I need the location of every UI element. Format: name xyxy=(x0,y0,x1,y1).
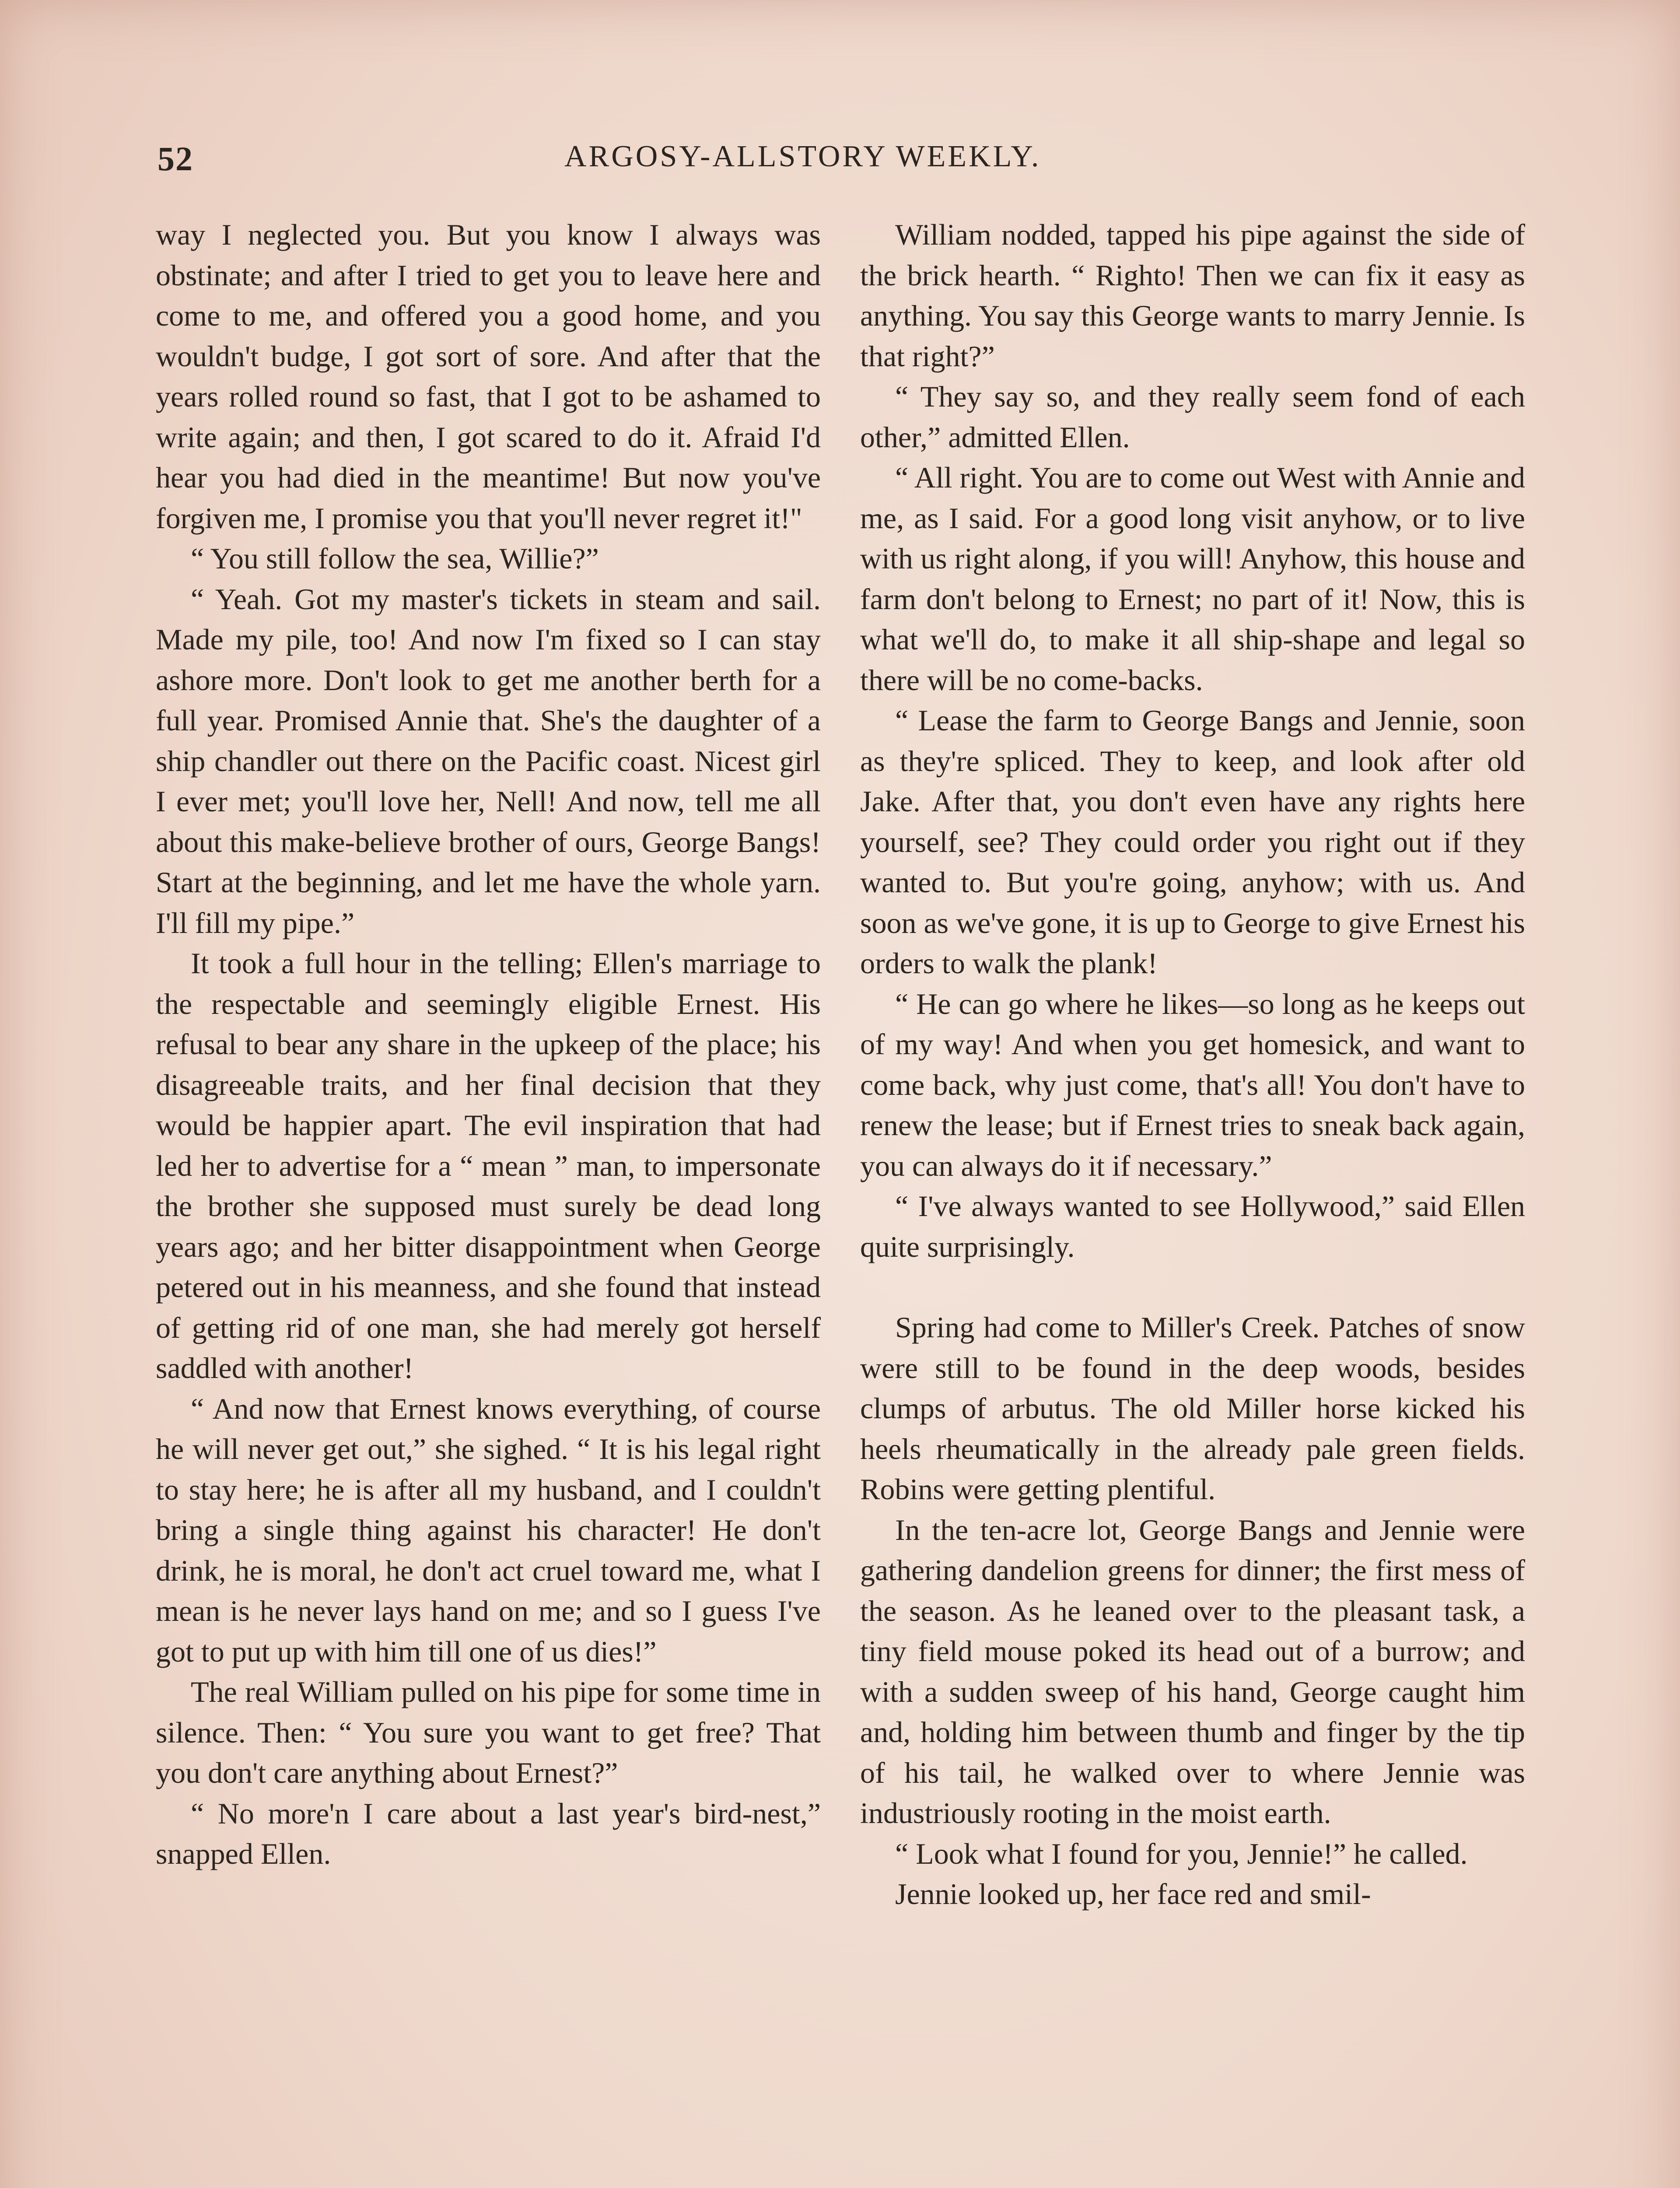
section-break xyxy=(860,1267,1525,1307)
paragraph: It took a full hour in the telling; Ellen's marriage to the respectable and seemingly eligible Ernest. His refusal to bear any share in the upkeep of the place; his disagreeable traits, and her final decision that they would be happier apart. The evil inspiration that had led her to advertise for a “ mean ” man, to impersonate the brother she supposed must surely be dead long years ago; and her bitter disappointment when George petered out in his meanness, and she found that instead of getting rid of one man, she had merely got herself saddled with another! xyxy=(156,947,821,1385)
paragraph: William nodded, tapped his pipe against the side of the brick hearth. “ Righto! Then we can fix it easy as anything. You say this George wants to marry Jennie. Is that right?” xyxy=(860,218,1525,373)
paragraph: “ Lease the farm to George Bangs and Jennie, soon as they're spliced. They to keep, and look after old Jake. After that, you don't even have any rights here yourself, see? They could order you right out if they wanted to. But you're going, anyhow; with us. And soon as we've gone, it is up to George to give Ernest his orders to walk the plank! xyxy=(860,704,1525,980)
running-title: ARGOSY-ALLSTORY WEEKLY. xyxy=(564,140,1041,173)
paragraph: way I neglected you. But you know I always was obstinate; and after I tried to get you to leave here and come to me, and offered you a good home, and you wouldn't budge, I got sort of sore. And after that the years rolled round so fast, that I got to be ashamed to write again; and then, I got scared to do it. Afraid I'd hear you had died in the meantime! But now you've forgiven me, I promise you that you'll never regret it!" xyxy=(156,218,821,535)
paragraph: Jennie looked up, her face red and smil- xyxy=(895,1877,1371,1911)
paragraph: “ No more'n I care about a last year's bird-nest,” snapped Ellen. xyxy=(156,1796,821,1870)
paragraph: “ And now that Ernest knows everything, of course he will never get out,” she sighed. “ It is his legal right to stay here; he is after all my husband, and I couldn't bring a single thing against his character! He don't drink, he is moral, he don't act cruel toward me, what I mean is he never lays hand on me; and so I guess I've got to put up with him till one of us dies!” xyxy=(156,1392,821,1668)
paragraph: In the ten-acre lot, George Bangs and Jennie were gathering dandelion greens for dinner; the first mess of the season. As he leaned over to the pleasant task, a tiny field mouse poked its head out of a burrow; and with a sudden sweep of his hand, George caught him and, holding him between thumb and finger by the tip of his tail, he walked over to where Jennie was industriously rooting in the moist earth. xyxy=(860,1513,1525,1830)
page-number: 52 xyxy=(158,140,193,178)
paragraph: “ They say so, and they really seem fond of each other,” admitted Ellen. xyxy=(860,380,1525,454)
paragraph: “ I've always wanted to see Hollywood,” said Ellen quite surprisingly. xyxy=(860,1189,1525,1263)
paragraph: Spring had come to Miller's Creek. Patches of snow were still to be found in the deep woods, besides clumps of arbutus. The old Miller horse kicked his heels rheumatically in the already pale green fields. Robins were getting plentiful. xyxy=(860,1311,1525,1506)
paragraph: “ All right. You are to come out West with Annie and me, as I said. For a good long visit anyhow, or to live with us right along, if you will! Anyhow, this house and farm don't belong to Ernest; no part of it! Now, this is what we'll do, to make it all ship-shape and legal so there will be no come-backs. xyxy=(860,461,1525,697)
paragraph: The real William pulled on his pipe for some time in silence. Then: “ You sure you want to get free? That you don't care anything about Ernest?” xyxy=(156,1675,821,1789)
paragraph: “ Look what I found for you, Jennie!” he called. xyxy=(895,1837,1468,1870)
right-column xyxy=(860,214,1525,1914)
paragraph: “ He can go where he likes—so long as he keeps out of my way! And when you get homesick, and want to come back, why just come, that's all! You don't have to renew the lease; but if Ernest tries to sneak back again, you can always do it if necessary.” xyxy=(860,987,1525,1182)
paragraph: “ Yeah. Got my master's tickets in steam and sail. Made my pile, too! And now I'm fixed so I can stay ashore more. Don't look to get me another berth for a full year. Promised Annie that. She's the daughter of a ship chandler out there on the Pacific coast. Nicest girl I ever met; you'll love her, Nell! And now, tell me all about this make-believe brother of ours, George Bangs! Start at the beginning, and let me have the whole yarn. I'll fill my pipe.” xyxy=(156,582,821,940)
paragraph: “ You still follow the sea, Willie?” xyxy=(191,542,599,575)
left-column xyxy=(156,214,821,1874)
